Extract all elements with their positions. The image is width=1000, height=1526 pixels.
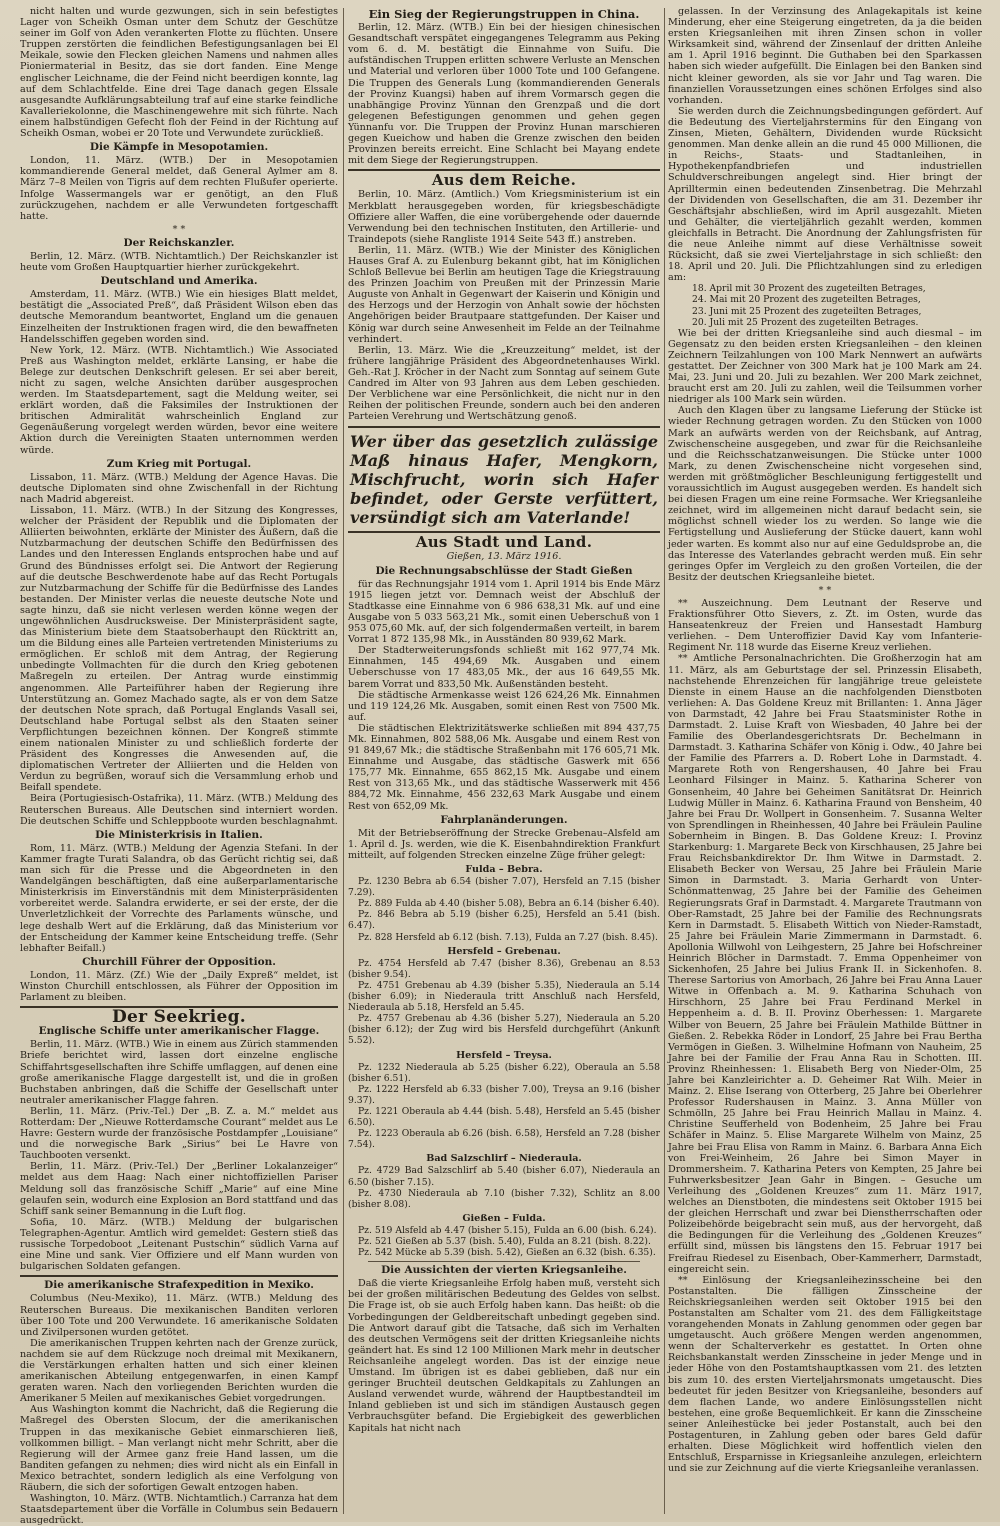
column-left [20, 6, 338, 1526]
payment-date: 20. Juli mit 25 Prozent des zugeteilten Betrages. [692, 316, 919, 328]
route-heading: Bad Salzschlirf – Niederaula. [426, 1153, 582, 1165]
timetable-row: Pz. 542 Mücke ab 5.39 (bish. 5.42), Gießen an 6.32 (bish. 6.35). [358, 1247, 656, 1259]
appeal-notice: Wer über das gesetzlich zulässige Maß hinaus Hafer, Mengkorn, Mischfrucht, worin sich Hafer befindet, oder Gerste verfüttert, versündigt sich am Vaterlande! [348, 426, 660, 533]
timetable-row: Pz. 828 Hersfeld ab 6.12 (bish. 7.13), Fulda an 7.27 (bish. 8.45). [358, 931, 658, 943]
article-paragraph: Berlin, 11. März. (WTB.) Wie der Minister des Königlichen Hauses Graf A. zu Eulenburg bekannt gibt, hat im Königlichen Schloß Bellevue bei Berlin am heutigen Tage die Kriegstrauung des Prinzen Joachim von Preußen mit der Prinzessin Marie Auguste von Anhalt in Gegenwart der Kaiserin und Königin und des Herzogs und der Herzogin von Anhalt sowie der höchsten Angehörigen beider Brautpaare stattgefunden. Der Kaiser und König war durch seine Anwesenheit im Felde an der Teilnahme verhindert. [348, 244, 660, 345]
headline-fahrplan: Fahrplanänderungen. [440, 813, 568, 826]
article-paragraph: Berlin, 11. März. (Priv.-Tel.) Der „B. Z. a. M.“ meldet aus Rotterdam: Der „Nieuwe Rotterdamsche Courant“ meldet aus Le Havre: Gestern wurde der französische Postdampfer „Louisiane“ und die norwegische Bark „Sirius“ bei Le Havre von Tauchbooten versenkt. [20, 1105, 338, 1162]
timetable-row: Pz. 4751 Grebenau ab 4.39 (bisher 5.35), Niederaula an 5.14 (bisher 6.09); in Niederaula tritt Anschluß nach Hersfeld, Niederaula ab 5.18, Hersfeld an 5.45. [348, 979, 660, 1014]
article-paragraph: Sofia, 10. März. (WTB.) Meldung der bulgarischen Telegraphen-Agentur. Amtlich wird gemeldet: Gestern stieß das russische Torpedoboot „Leitenant Pustschin“ südlich Varna auf eine Mine und sank. Vier Offiziere und elf Mann wurden von bulgarischen Soldaten gefangen. [20, 1216, 338, 1273]
article-paragraph: Lissabon, 11. März. (WTB.) In der Sitzung des Kongresses, welcher der Präsident der Republik und die Diplomaten der Alliierten beiwohnten, erklärte der Minister des Äußern, daß die Nutzbarmachung der deutschen Schiffe den Bedürfnissen des Landes und den Interessen Englands entsprochen habe und auf Grund des Bündnisses erfolgt sei. Die Antwort der Regierung auf die deutsche Beschwerdenote habe auf das Recht Portugals zur Nutzbarmachung der Schiffe für die Bedürfnisse des Landes bestanden. Der Minister verlas die neueste deutsche Note und sagte hinzu, daß sie nicht verlesen werden könne wegen der ungewöhnlichen Ausdrucksweise. Der Ministerpräsident sagte, das Ministerium biete dem Staatsoberhaupt den Rücktritt an, um die Bildung eines alle Parteien vertretenden Ministeriums zu ermöglichen. Er schloß mit dem Antrag, der Regierung unbedingte Vollmachten für die durch den Krieg gebotenen Maßregeln zu erteilen. Der Antrag wurde einstimmig angenommen. Alle Parteiführer haben der Regierung ihre Unterstützung an. Gomez Machado sagte, als er von dem Satze der deutschen Note sprach, daß Portugal Englands Vasall sei, Deutschland habe Portugal selbst als den Staaten seiner Verpflichtungen bezeichnen können. Der Kongreß stimmte einem nationalen Minister zu und schließlich forderte der Präsident des Kongresses die Anwesenden auf, die diplomatischen Vertreter der Alliierten und die Helden von Verdun zu begrüßen, worauf sich die Versammlung erhob und Beifall spendete. [20, 505, 338, 794]
route-heading: Hersfeld – Treysa. [456, 1049, 552, 1061]
article-paragraph: Lissabon, 11. März. (WTB.) Meldung der Agence Havas. Die deutsche Diplomaten sind ohne Zwischenfall in der Richtung nach Madrid abgereist. [20, 471, 338, 505]
section-stars: * * [172, 223, 186, 235]
article-paragraph: Auch den Klagen über zu langsame Lieferung der Stücke ist wieder Rechnung getragen worden. Zu den Stücken von 1000 Mark an aufwärts werden von der Reichsbank, auf Antrag, Zwischenscheine ausgegeben, und zwar für die Reichsanleihe und die Reichsschatzanweisungen. Die Stücke unter 1000 Mark, zu denen Zwischenscheine nicht vorgesehen sind, werden mit größtmöglicher Beschleunigung fertiggestellt und voraussichtlich im August ausgegeben werden. Es handelt sich bei diesen Fragen um eine reine Formsache. Wer Kriegsanleihe zeichnet, wird im allgemeinen nicht darauf bedacht sein, sie möglichst schnell wieder los zu werden. So lange wie die Fertigstellung und Auslieferung der Stücke dauert, kann wohl jeder warten. Es kommt also nur auf eine Geduldsprobe an, die das Interesse des Vaterlandes gebracht werden muß. Ein sehr geringes Opfer im Vergleich zu den großen Vorteilen, die der Besitz der deutschen Kriegsanleihe bietet. [668, 405, 982, 583]
section-stars: * * [818, 584, 832, 596]
article-paragraph: für das Rechnungsjahr 1914 vom 1. April 1914 bis Ende März 1915 liegen jetzt vor. Demnach weist der Abschluß der Stadtkasse eine Einnahme von 6 986 638,31 Mk. auf und eine Ausgabe von 5 033 563,21 Mk., somit einen Ueberschuß von 1 953 075,60 Mk. auf, der sich folgendermaßen verteilt, in barem Vorrat 1 872 135,98 Mk., in Ausständen 80 939,62 Mark. [348, 578, 660, 646]
timetable-row: Pz. 1223 Oberaula ab 6.26 (bish. 6.58), Hersfeld an 7.28 (bisher 7.54). [348, 1128, 660, 1151]
section-rule [20, 1275, 338, 1277]
article-paragraph: Amsterdam, 11. März. (WTB.) Wie ein hiesiges Blatt meldet, bestätigt die „Associated Preß“, daß Präsident Wilson eben das deutsche Memorandum beantwortet, England um die genauen Einzelheiten der Instruktionen fragen wird, die den bewaffneten Handelsschiffen gegeben worden sind. [20, 289, 338, 345]
timetable-row: Pz. 4757 Grebenau ab 4.36 (bisher 5.27), Niederaula an 5.20 (bisher 6.12); der Zug wird bis Hersfeld durchgeführt (Ankunft 5.52). [348, 1013, 660, 1047]
column-right [668, 6, 982, 1514]
timetable-row: Pz. 4754 Hersfeld ab 7.47 (bisher 8.36), Grebenau an 8.53 (bisher 9.54). [348, 957, 660, 980]
timetable-row: Pz. 1232 Niederaula ab 5.25 (bisher 6.22), Oberaula an 5.58 (bisher 6.51). [348, 1061, 660, 1084]
article-paragraph: Beira (Portugiesisch-Ostafrika), 11. März. (WTB.) Meldung des Reuterschen Bureaus. Alle Deutschen sind interniert worden. Die deutschen Schiffe und Schleppboote wurden beschlagnahmt. [20, 793, 338, 827]
article-paragraph: Der Stadterweiterungsfonds schließt mit 162 977,74 Mk. Einnahmen, 145 494,69 Mk. Ausgaben und einem Ueberschusse von 17 483,05 Mk., der aus 16 649,55 Mk. barem Vorrat und 833,50 Mk. Außenständen besteht. [348, 645, 660, 690]
article-paragraph: Die amerikanischen Truppen kehrten nach der Grenze zurück, nachdem sie auf dem Rückzuge noch dreimal mit Mexikanern, die Verstärkungen erhalten hatten und sich einer kleinen amerikanischen Abteilung entgegenwarfen, in einen Kampf geraten waren. Nach den vorliegenden Berichten wurden die Amerikaner 5 Meilen auf mexikanisches Gebiet vorgedrungen. [20, 1337, 338, 1405]
payment-date: 18. April mit 30 Prozent des zugeteilten Betrages, [692, 283, 926, 295]
headline-reichskanzler: Der Reichskanzler. [123, 236, 235, 249]
headline-aussichten: Die Aussichten der vierten Kriegsanleihe. [381, 1264, 627, 1277]
article-paragraph: Sie werden durch die Zeichnungsbedingungen gefördert. Auf die Bedeutung des Vierteljahrstermins für den Eingang von Zinsen, Mieten, Gehältern, Dividenden wurde Rücksicht genommen. Man denke allein an die rund 45 000 Millionen, die in Reichs-, Staats- und Stadtanleihen, in Hypothekenpfandbriefen und industriellen Schuldverschreibungen angelegt sind. Hier bringt der Aprilltermin einen bedeutenden Zinsenbetrag. Die Mehrzahl der Dividenden von Gesellschaften, die am 31. Dezember ihr Geschäftsjahr abschließen, wird im April ausgezahlt. Mieten und Gehälter, die vierteljährlich gezahlt werden, kommen gleichfalls in Betracht. Die Anordnung der Zahlungsfristen für die neue Anleihe nimmt auf diese Verhältnisse soweit Rücksicht, daß sie zwei Vierteljahrstage in sich schließt: den 18. April und 20. Juli. Die Pflichtzahlungen sind zu erledigen am: [668, 105, 982, 284]
timetable-row: Pz. 1222 Hersfeld ab 6.33 (bisher 7.00), Treysa an 9.16 (bisher 9.37). [348, 1083, 660, 1106]
headline-churchill: Churchill Führer der Opposition. [82, 955, 276, 968]
article-paragraph: Berlin, 11. März. (Priv.-Tel.) Der „Berliner Lokalanzeiger“ meldet aus dem Haag: Nach einer nichtoffiziellen Pariser Meldung soll das französische Schiff „Marie“ auf eine Mine gelaufen sein, wodurch eine Explosion an Bord stattfand und das Schiff sank seiner Bemannung in die Luft flog. [20, 1161, 338, 1217]
article-paragraph: Wie bei der dritten Kriegsanleihe sind auch diesmal – im Gegensatz zu den beiden ersten Kriegsanleihen – den kleinen Zeichnern Teilzahlungen von 100 Mark Nennwert an aufwärts gestattet. Der Zeichner von 300 Mark hat je 100 Mark am 24. Mai, 23. Juni und 20. Juli zu bezahlen. Wer 200 Mark zeichnet, braucht erst am 20. Juli zu zahlen, weil die Teilsummen vorher niedriger als 100 Mark sein würden. [668, 327, 982, 406]
dateline: Gießen, 13. März 1916. [446, 551, 562, 563]
column-rule [664, 8, 665, 1514]
payment-date: 23. Juni mit 25 Prozent des zugeteilten Betrages, [692, 305, 922, 317]
article-paragraph: New York, 12. März. (WTB. Nichtamtlich.) Wie Associated Preß aus Washington meldet, erklärte Lansing, er habe die Belege zur deutschen Denkschrift gelesen. Er sei aber bereit, nicht zu sagen, welche Ansichten darüber ausgesprochen werden. Im Staatsdepartement, sagt die Meldung weiter, sei erklärt worden, daß die Faksimiles der Instruktionen der britischen Admiralität wahrscheinlich England zur Gegenäußerung vorgelegt werden würden, bevor eine weitere Aktion durch die Vereinigten Staaten unternommen werden würde. [20, 344, 338, 456]
article-paragraph: ** Einlösung der Kriegsanleihezinsscheine bei den Postanstalten. Die fälligen Zinsscheine der Reichskriegsanleihen werden seit Oktober 1915 bei den Postanstalten am Schalter vom 21. des dem Fälligkeitstage vorangehenden Monats in Zahlung genommen oder gegen bar umgetauscht. Auch größere Mengen werden angenommen, wenn der Schalterverkehr es gestattet. In Orten ohne Reichsbankanstalt werden Zinsscheine in jeder Menge und in jeder Höhe von den Postamtshauptkassen vom 21. des letzten bis zum 10. des ersten Vierteljahrsmonats umgetauscht. Dies bedeutet für jeden Besitzer von Kriegsanleihe, besonders auf dem flachen Lande, wo andere Einlösungsstellen nicht bestehen, eine große Bequemlichkeit. Er kann die Zinsscheine seiner Anleihestücke bei jeder Postanstalt, auch bei den Postagenturen, in Zahlung geben oder bares Geld dafür erhalten. Diese Möglichkeit wird hoffentlich vielen den Entschluß, Ersparnisse in Kriegsanleihe anzulegen, erleichtern und sie zur Zeichnung auf die vierte Kriegsanleihe veranlassen. [668, 1274, 982, 1475]
headline-mesopotamien: Die Kämpfe in Mesopotamien. [89, 141, 269, 154]
timetable-row: Pz. 889 Fulda ab 4.40 (bisher 5.08), Bebra an 6.14 (bisher 6.40). [358, 898, 660, 910]
article-intro: nicht halten und wurde gezwungen, sich in sein befestigtes Lager von Scheikh Osman unter dem Schutz der Geschütze seiner im Golf von Aden verankerten Flotte zu flüchten. Unsere Truppen zerstörten die feindlichen Befestigungsanlagen bei El Meikale, sowie den Flecken gleichen Namens und nahmen alles Pioniermaterial in Besitz, das sie dort fanden. Eine Menge englischer Leichname, die der Feind nicht beerdigen konnte, lag auf dem Schlachtfelde. Eine drei Tage danach gegen Elssale ausgesandte Aufklärungsabteilung traf auf eine starke feindliche Kavalleriekolonne, die Maschinengewehre mit sich führte. Nach einem halbstündigen Gefecht floh der Feind in der Richtung auf Scheikh Osman, wobei er 20 Tote und Verwundete zurückließ. [20, 6, 338, 140]
timetable-row: Pz. 1221 Oberaula ab 4.44 (bish. 5.48), Hersfeld an 5.45 (bisher 6.50). [348, 1105, 660, 1129]
divider [368, 1261, 640, 1262]
column-middle [348, 6, 660, 1514]
article-paragraph: London, 11. März. (WTB.) Der in Mesopotamien kommandierende General meldet, daß General Aylmer am 8. März 7–8 Meilen von Tigris auf dem rechten Flußufer operierte. Infolge Wassermangels war er genötigt, an den Fluß zurückzugehen, nachdem er alle Verwundeten fortgeschafft hatte. [20, 155, 338, 222]
article-paragraph: ** Auszeichnung. Dem Leutnant der Reserve und Fraktionsführer Otto Sievers, z. Zt. im Osten, wurde das Hanseatenkreuz der Freien und Hansestadt Hamburg verliehen. – Dem Unteroffizier David Kay vom Infanterie-Regiment Nr. 118 wurde das Eiserne Kreuz verliehen. [668, 597, 982, 654]
headline-rechnung: Die Rechnungsabschlüsse der Stadt Gießen [375, 564, 633, 577]
article-paragraph: Berlin, 12. März. (WTB. Nichtamtlich.) Der Reichskanzler ist heute vom Großen Hauptquartier hierher zurückgekehrt. [20, 250, 338, 274]
timetable-row: Pz. 1230 Bebra ab 6.54 (bisher 7.07), Hersfeld an 7.15 (bisher 7.29). [348, 876, 660, 899]
timetable-row: Pz. 4729 Bad Salzschlirf ab 5.40 (bisher 6.07), Niederaula an 6.50 (bisher 7.15). [348, 1165, 660, 1188]
article-paragraph: ** Amtliche Personalnachrichten. Die Großherzogin hat am 11. März, als am Geburtstage der sel. Prinzessin Elisabeth, nachstehende Ehrenzeichen für langjährige treue geleistete Dienste in einem Hause an die nachfolgenden Dienstboten verliehen: A. Das Goldene Kreuz mit Brillanten: 1. Anna Jäger von Darmstadt, 42 Jahre bei Frau Staatsminister Rothe in Darmstadt. 2. Luise Kraft von Wiesbaden, 40 Jahre bei der Familie des Oberlandesgerichtsrats Dr. Bechelmann in Darmstadt. 3. Katharina Schäfer von König i. Odw., 40 Jahre bei der Familie des Pfarrers a. D. Robert Lohe in Darmstadt. 4. Margarete Roth von Rengershausen, 40 Jahre bei Frau Leonhard Filsinger in Mainz. 5. Katharina Scherer von Gonsenheim, 40 Jahre bei Geheimen Sanitätsrat Dr. Heinrich Ludwig Müller in Mainz. 6. Katharina Fraund von Bensheim, 40 Jahre bei Frau Dr. Wollpert in Gonsenheim. 7. Susanna Welter von Sprendlingen in Rheinhessen, 40 Jahre bei Fräulein Pauline Sobernheim in Bingen. B. Das Goldene Kreuz: I. Provinz Starkenburg: 1. Margarete Beck von Kirschhausen, 25 Jahre bei Frau Reichsbankdirektor Dr. Ihm Witwe in Darmstadt. 2. Elisabeth Becker von Wersau, 25 Jahre bei Fräulein Marie Simon in Darmstadt. 3. Maria Gerhardt von Unter-Schönmattenwag, 25 Jahre bei der Familie des Geheimen Regierungsrats Graf in Darmstadt. 4. Margarete Trautmann von Ober-Ramstadt, 25 Jahre bei der Familie des Rechnungsrats Kern in Darmstadt. 5. Elisabeth Wittich von Nieder-Ramstadt, 25 Jahre bei Fräulein Marie Zimmermann in Darmstadt. 6. Apollonia Willwohl von Leihgestern, 25 Jahre bei Hofschreiner Heinrich Blöcher in Darmstadt. 7. Emma Oppenheimer von Sickenhofen, 25 Jahre bei Julius Frank II. in Sickenhofen. 8. Therese Sartorius von Amorbach, 26 Jahre bei Frau Anna Lauer Witwe in Offenbach a. M. 9. Katharina Schuhach von Hirschhorn, 25 Jahre bei Frau Ferdinand Merkel in Heppenheim a. d. B. II. Provinz Oberhessen: 1. Margarete Wilber von Beuern, 25 Jahre bei Fräulein Mathilde Büttner in Gießen. 2. Rebekka Röder in Londorf, 25 Jahre bei Frau Bertha Vermögen in Gießen. 3. Wilhelmine Hofmann von Nauheim, 25 Jahre bei der Familie der Frau Anna Rau in Schotten. III. Provinz Rheinhessen: 1. Elisabeth Berg von Nieder-Olm, 25 Jahre bei Kanzleirichter a. D. Geheimer Rat Wilh. Meier in Mainz. 2. Elise Iserang von Otterberg, 25 Jahre bei Oberlehrer Professor Rudershausen in Mainz. 3. Anna Müller von Schmölln, 25 Jahre bei Frau Heinrich Mallau in Mainz. 4. Christine Seufferheld von Bodenheim, 25 Jahre bei Frau Schäfer in Mainz. 5. Elise Margarete Wilhelm von Mainz, 25 Jahre bei Frau Elisa von Ramm in Mainz. 6. Barbara Anna Eich von Frei-Weinheim, 26 Jahre bei Simon Mayer in Drommersheim. 7. Katharina Peters von Kempten, 25 Jahre bei Fuhrwerksbesitzer Jean Gahr in Bingen. – Gesuche um Verleihung des „Goldenen Kreuzes“ zum 11. März 1917, welches an Dienstboten, die mindestens seit Oktober 1915 bei der gleichen Herrschaft und zwar bei Dienstherrschaften oder Polizeibehörde beigebracht sein muß, aus der hervorgeht, daß die Bedingungen für die Verleihung des „Goldenen Kreuzes“ erfüllt sind, müssen bis längstens den 15. Februar 1917 bei Freifrau Riedesel zu Eisenbach, Ober-Kammerherr, Darmstadt, eingereicht sein. [668, 653, 982, 1275]
article-paragraph: Mit der Betriebseröffnung der Strecke Grebenau–Alsfeld am 1. April d. Js. werden, wie die K. Eisenbahndirektion Frankfurt mitteilt, auf folgenden Strecken einzelne Züge früher gelegt: [348, 827, 660, 861]
article-paragraph: Die städtischen Elektrizitätswerke schließen mit 894 437,75 Mk. Einnahmen, 802 588,06 Mk. Ausgabe und einem Rest von 91 849,67 Mk.; die städtische Straßenbahn mit 176 605,71 Mk. Einnahme und Ausgabe, das städtische Gaswerk mit 656 175,77 Mk. Einnahme, 655 862,15 Mk. Ausgabe und einem Rest von 313,65 Mk., und das städtische Wasserwerk mit 456 884,72 Mk. Einnahme, 456 232,63 Mark Ausgabe und einem Rest von 652,09 Mk. [348, 722, 660, 812]
headline-italien: Die Ministerkrisis in Italien. [95, 828, 263, 841]
route-heading: Fulda – Bebra. [465, 864, 543, 875]
timetable-row: Pz. 519 Alsfeld ab 4.47 (bisher 5.15), Fulda an 6.00 (bish. 6.24). [358, 1224, 657, 1236]
article-paragraph: London, 11. März. (Zf.) Wie der „Daily Expreß“ meldet, ist Winston Churchill entschlossen, als Führer der Opposition im Parlament zu bleiben. [20, 969, 338, 1004]
headline-amerika: Deutschland und Amerika. [100, 275, 258, 288]
article-paragraph: gelassen. In der Verzinsung des Anlagekapitals ist keine Minderung, eher eine Steigerung eingetreten, da ja die beiden ersten Kriegsanleihen mit ihren Zinsen schon in voller Wirksamkeit sind, während der Zinsenlauf der dritten Anleihe am 1. April 1916 beginnt. Die Guthaben bei den Sparkassen haben sich wieder aufgefüllt. Die Einlagen bei den Banken sind nicht kleiner geworden, als sie vor Jahr und Tag waren. Die finanziellen Voraussetzungen eines schönen Erfolges sind also vorhanden. [668, 6, 982, 106]
timetable-row: Pz. 521 Gießen ab 5.37 (bish. 5.40), Fulda an 8.21 (bish. 8.22). [358, 1236, 651, 1247]
article-paragraph: Columbus (Neu-Mexiko), 11. März. (WTB.) Meldung des Reuterschen Bureaus. Die mexikanischen Banditen verloren über 100 Tote und 200 Verwundete. 16 amerikanische Soldaten und Zivilpersonen wurden getötet. [20, 1293, 338, 1338]
timetable-row: Pz. 4730 Niederaula ab 7.10 (bisher 7.32), Schlitz an 8.00 (bisher 8.08). [348, 1187, 660, 1210]
headline-portugal: Zum Krieg mit Portugal. [106, 457, 252, 470]
route-heading: Hersfeld – Grebenau. [447, 945, 561, 957]
payment-date: 24. Mai mit 20 Prozent des zugeteilten Betrages, [692, 294, 921, 306]
section-title-seekrieg: Der Seekrieg. [111, 1007, 247, 1028]
article-paragraph: Daß die vierte Kriegsanleihe Erfolg haben muß, versteht sich bei der großen militärischen Bedeutung des Geldes von selbst. Die Frage ist, ob sie auch Erfolg haben kann. Das heißt: ob die Vorbedingungen der Geldbereitschaft unbedingt gegeben sind. Die Antwort darauf gibt die Tatsache, daß sich im Verhalten des deutschen Vermögens seit der dritten Kriegsanleihe nichts geändert hat. Es sind 12 100 Millionen Mark mehr in deutscher Reichsanleihe angelegt worden. Das ist der einzige neue Umstand. Im übrigen ist es dabei geblieben, daß nur ein geringer Bruchteil deutschen Geldkapitals zu Zahlungen an Ausland verwendet wurde, während der Hauptbestandteil im Inland geblieben ist und sich im ständigen Austausch gegen Verbrauchsgüter befand. Die Ergiebigkeit des gewerblichen Kapitals hat nicht nach [348, 1278, 660, 1434]
article-paragraph: Berlin, 11. März. (WTB.) Wie in einem aus Zürich stammenden Briefe berichtet wird, lassen dort einzelne englische Schiffahrtsgesellschaften ihre Schiffe umflaggen, auf denen eine große amerikanische Flagge dargestellt ist, und die in großen Buchstaben anbringen, daß die Schiffe der Gesellschaft unter neutraler amerikanischer Flagge fahren. [20, 1039, 338, 1106]
article-paragraph: Berlin, 13. März. Wie die „Kreuzzeitung“ meldet, ist der frühere langjährige Präsident des Abgeordnetenhauses Wirkl. Geh.-Rat J. Kröcher in der Nacht zum Sonntag auf seinem Gute Candred im Alter von 93 Jahren aus dem Leben geschieden. Der Verblichene war eine Persönlichkeit, die nicht nur in den Reihen der politischen Freunde, sondern auch bei den anderen Parteien Verehrung und Wertschätzung genoß. [348, 344, 660, 423]
article-paragraph: Berlin, 10. März. (Amtlich.) Vom Kriegsministerium ist ein Merkblatt herausgegeben worden, für kriegsbeschädigte Offiziere aller Waffen, die eine vorübergehende oder dauernde Verwendung bei den technischen Instituten, den Artillerie- und Traindepots (siehe Rangliste 1914 Seite 543 ff.) anstreben. [348, 189, 660, 245]
section-title-reiche: Aus dem Reiche. [431, 171, 577, 190]
article-paragraph: Die städtische Armenkasse weist 126 624,26 Mk. Einnahmen und 119 124,26 Mk. Ausgaben, somit einen Rest von 7500 Mk. auf. [348, 689, 660, 723]
headline-china: Ein Sieg der Regierungstruppen in China. [368, 7, 640, 21]
timetable-row: Pz. 846 Bebra ab 5.19 (bisher 6.25), Hersfeld an 5.41 (bish. 6.47). [348, 909, 660, 932]
article-paragraph: Washington, 10. März. (WTB. Nichtamtlich.) Carranza hat dem Staatsdepartement über die Vorfälle in Columbus sein Bedauern ausgedrückt. [20, 1493, 338, 1526]
headline-flagge: Englische Schiffe unter amerikanischer Flagge. [38, 1025, 320, 1038]
article-paragraph: Rom, 11. März. (WTB.) Meldung der Agenzia Stefani. In der Kammer fragte Turati Salandra, ob das Gerücht richtig sei, daß man sich für die Presse und die Abgeordneten in den Wandelgängen beschäftigten, daß eine außerparlamentarische Ministerkrisis im Einverständnis mit dem Ministerpräsidenten vorbereitet werde. Salandra erwiderte, er sei der erste, der die Unverletzlichkeit der Vorrechte des Parlaments wünsche, und lege deshalb Wert auf die Erklärung, daß das Ministerium vor der Entscheidung der Kammer keine Entscheidung treffe. (Sehr lebhafter Beifall.) [20, 842, 338, 954]
article-paragraph: Berlin, 12. März. (WTB.) Ein bei der hiesigen chinesischen Gesandtschaft verspätet eingegangenes Telegramm aus Peking vom 6. d. M. bestätigt die Einnahme von Suifu. Die aufständischen Truppen erlitten schwere Verluste an Menschen und Material und verloren über 1000 Tote und 100 Gefangene. Die Truppen des Generals Lung (kommandierenden Generals der Provinz Kuangsi) haben auf ihrem Vormarsch gegen die unabhängige Provinz Yünnan den Grenzpaß und die dort gelegenen Befestigungen genommen und gehen gegen Yünnanfu vor. Die Truppen der Provinz Hunan marschieren gegen Kueichow und haben die Grenze zwischen den beiden Provinzen bereits erreicht. Eine Schlacht bei Mayang endete mit dem Siege der Regierungstruppen. [348, 22, 660, 167]
article-paragraph: Aus Washington kommt die Nachricht, daß die Regierung die Maßregel des Obersten Slocum, der die amerikanischen Truppen in das mexikanische Gebiet einmarschieren ließ, vollkommen billigt. – Man verlangt nicht mehr Schritt, aber die Regierung will der Armee ganz freie Hand lassen, um die Banditen gefangen zu nehmen; dies wird nicht als ein Einfall in Mexico betrachtet, sondern lediglich als eine Verfolgung von Räubern, die sich der sofortigen Gewalt entzogen haben. [20, 1404, 338, 1493]
column-rule [343, 8, 344, 1514]
route-heading: Gießen – Fulda. [462, 1212, 546, 1224]
headline-mexiko: Die amerikanische Strafexpedition in Mexiko. [44, 1279, 314, 1292]
section-title-stadt: Aus Stadt und Land. [415, 533, 593, 552]
